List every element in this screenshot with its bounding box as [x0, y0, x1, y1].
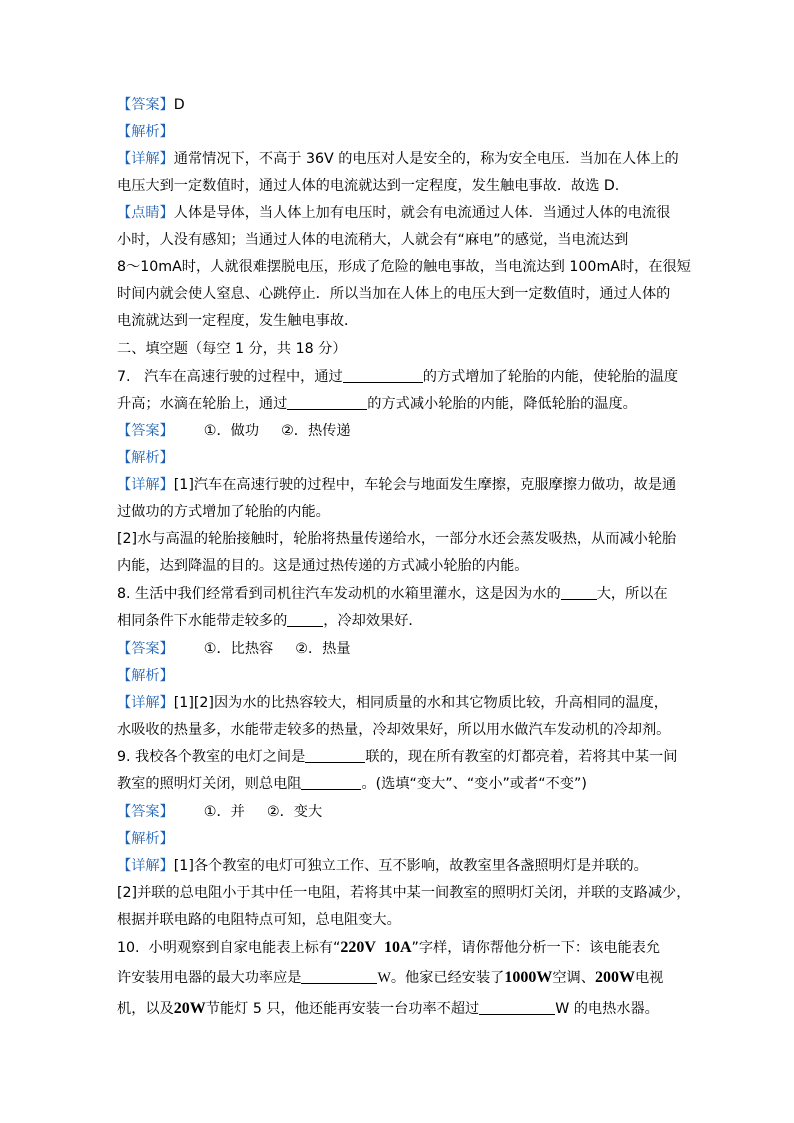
q10-question-line-1: 10. 小明观察到自家电能表上标有“220V 10A”字样，请你帮他分析一下：该电能表允: [117, 939, 661, 956]
q7-question-line-2: 升高；水滴在轮胎上，通过 的方式减小轮胎的内能，降低轮胎的温度。: [117, 396, 637, 412]
q7-question-line-1: 7. 汽车在高速行驶的过程中，通过 的方式增加了轮胎的内能，使轮胎的温度: [117, 369, 679, 385]
blank: [301, 969, 377, 984]
analysis-tag: 【解析】: [117, 831, 174, 847]
q7-analysis-line: [117, 449, 174, 467]
q7-detail-line-1: 【详解】[1]汽车在高速行驶的过程中，车轮会与地面发生摩擦，克服摩擦力做功，故是通: [117, 477, 677, 493]
q8-question-line-2: 相同条件下水能带走较多的 ，冷却效果好．: [117, 613, 423, 629]
q6-detail-line-2: 电压大到一定数值时，通过人体的电流就达到一定程度，发生触电事故．故选 D.: [117, 178, 620, 194]
q8-detail-line-1: 【详解】[1][2]因为水的比热容较大，相同质量的水和其它物质比较，升高相同的温度，: [117, 695, 668, 711]
q8-detail-line-2: 水吸收的热量多，水能带走较多的热量，冷却效果好，所以用水做汽车发动机的冷却剂。: [117, 722, 671, 738]
q7-detail-line-2: 过做功的方式增加了轮胎的内能。: [117, 504, 330, 520]
answer-tag: 【答案】: [117, 641, 174, 657]
q9-detail-line-1: 【详解】[1]各个教室的电灯可独立工作、互不影响，故教室里各盏照明灯是并联的。: [117, 858, 648, 874]
q7-answer-line: 【答案】 ①．做功 ②．热传递: [117, 423, 351, 439]
q6-comment-line-1: 【点睛】人体是导体，当人体上加有电压时，就会有电流通过人体．当通过人体的电流很: [117, 205, 671, 221]
blank: [479, 1000, 555, 1015]
q6-comment-line-4: 时间内就会使人窒息、心跳停止．所以当加在人体上的电压大到一定数值时，通过人体的: [117, 286, 671, 302]
answer-tag: 【答案】: [117, 97, 174, 113]
q9-question-line-1: 9. 我校各个教室的电灯之间是 联的，现在所有教室的灯都亮着，若将其中某一间: [117, 749, 678, 765]
detail-tag: 【详解】: [117, 695, 174, 711]
power-1000w: 1000W: [504, 969, 553, 986]
q9-detail-line-3: 根据并联电路的电阻特点可知，总电阻变大。: [117, 912, 401, 928]
analysis-tag: 【解析】: [117, 124, 174, 140]
blank: [287, 612, 323, 627]
q8-answer-line: 【答案】 ①．比热容 ②．热量: [117, 641, 351, 657]
q6-comment-line-5: 电流就达到一定程度，发生触电事故．: [117, 313, 359, 329]
answer-tag: 【答案】: [117, 804, 174, 820]
q10-question-line-2: 许安装用电器的最大功率应是 W。他家已经安装了1000W空调、200W电视: [117, 969, 664, 986]
answer-tag: 【答案】: [117, 423, 174, 439]
q7-detail-line-3: [2]水与高温的轮胎接触时，轮胎将热量传递给水，一部分水还会蒸发吸热，从而减小轮胎: [117, 531, 677, 547]
q6-answer-line: [117, 96, 185, 114]
meter-rating: 220V 10A: [340, 939, 412, 956]
q6-comment-line-3: 8～10mA时，人就很难摆脱电压，形成了危险的触电事故，当电流达到 100mA时，在很短: [117, 259, 691, 275]
q6-comment-line-2: 小时，人没有感知；当通过人体的电流稍大，人就会有“麻电”的感觉，当电流达到: [117, 232, 629, 248]
q9-detail-line-2: [2]并联的总电阻小于其中任一电阻，若将其中某一间教室的照明灯关闭，并联的支路减少，: [117, 885, 691, 901]
q6-analysis-line: [117, 123, 174, 141]
power-200w: 200W: [594, 969, 635, 986]
analysis-tag: 【解析】: [117, 450, 174, 466]
q9-answer-line: 【答案】 ①．并 ②．变大: [117, 804, 323, 820]
q6-detail-line-1: 【详解】通常情况下，不高于 36V 的电压对人是安全的，称为安全电压．当加在人体上的: [117, 151, 679, 167]
q10-question-line-3: 机，以及20W节能灯 5 只，他还能再安装一台功率不超过 W 的电热水器。: [117, 1000, 659, 1017]
q8-analysis-line: [117, 667, 174, 685]
comment-tag: 【点睛】: [117, 205, 174, 221]
blank: [287, 395, 367, 410]
q8-question-line-1: 8. 生活中我们经常看到司机往汽车发动机的水箱里灌水，这是因为水的 大，所以在: [117, 586, 668, 602]
q6-answer: D: [173, 97, 185, 113]
detail-tag: 【详解】: [117, 151, 174, 167]
q9-analysis-line: [117, 830, 174, 848]
detail-tag: 【详解】: [117, 858, 174, 874]
detail-tag: 【详解】: [117, 477, 174, 493]
blank: [305, 748, 365, 763]
section-title: 二、填空题（每空 1 分，共 18 分）: [117, 341, 347, 357]
analysis-tag: 【解析】: [117, 668, 174, 684]
q7-detail-line-4: 内能，达到降温的目的。这是通过热传递的方式减小轮胎的内能。: [117, 558, 529, 574]
power-20w: 20W: [173, 1000, 206, 1017]
blank: [301, 775, 361, 790]
blank: [561, 585, 597, 600]
blank: [343, 368, 423, 383]
q9-question-line-2: 教室的照明灯关闭，则总电阻 。(选填“变大”、“变小”或者“不变”): [117, 776, 587, 792]
